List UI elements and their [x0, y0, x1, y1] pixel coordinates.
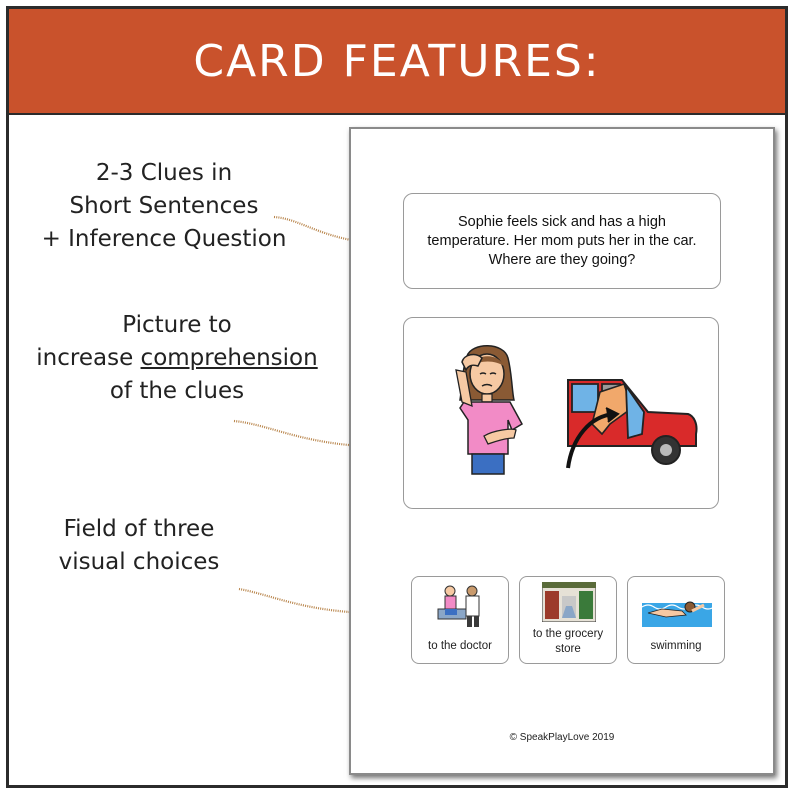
- choice-card-doctor[interactable]: [411, 576, 509, 664]
- annotation-clues-line-3: + Inference Question: [41, 226, 287, 252]
- doctor-visit-icon: [436, 583, 486, 629]
- clue-line-3: Where are they going?: [488, 251, 636, 268]
- choice-label-grocery: to the grocery store: [532, 628, 604, 655]
- clue-line-1: Sophie feels sick and has a high: [458, 213, 666, 230]
- annotation-picture-line-3: of the clues: [109, 378, 245, 404]
- clue-box: [403, 193, 721, 289]
- annotation-picture-line-2-prefix: increase: [36, 345, 141, 371]
- header-banner: [9, 9, 785, 115]
- annotation-choices-line-1: Field of three: [63, 516, 215, 542]
- copyright-text: © SpeakPlayLove 2019: [509, 732, 615, 743]
- annotation-picture-underlined-word: comprehension: [140, 345, 318, 371]
- sample-card: [349, 127, 775, 775]
- annotation-clues-line-1: 2-3 Clues in: [95, 160, 233, 186]
- annotation-picture: [27, 309, 327, 408]
- car-icon: [562, 368, 702, 478]
- choice-label-doctor: to the doctor: [428, 640, 492, 652]
- choice-card-grocery[interactable]: [519, 576, 617, 664]
- annotation-picture-line-1: Picture to: [122, 312, 232, 338]
- annotation-choices: [39, 513, 239, 579]
- choice-label-swimming: swimming: [650, 640, 702, 652]
- annotation-clues: [29, 157, 299, 256]
- annotation-clues-line-2: Short Sentences: [69, 193, 259, 219]
- annotation-choices-line-2: visual choices: [58, 549, 220, 575]
- picture-box: [403, 317, 719, 509]
- grocery-store-icon: [542, 582, 596, 622]
- header-title: CARD FEATURES:: [193, 35, 601, 87]
- sick-girl-icon: [442, 344, 532, 476]
- annotation-picture-line-2: [27, 342, 327, 375]
- swimming-icon: [642, 599, 712, 629]
- choice-card-swimming[interactable]: [627, 576, 725, 664]
- clue-line-2: temperature. Her mom puts her in the car.: [427, 232, 697, 249]
- page-frame: [6, 6, 788, 788]
